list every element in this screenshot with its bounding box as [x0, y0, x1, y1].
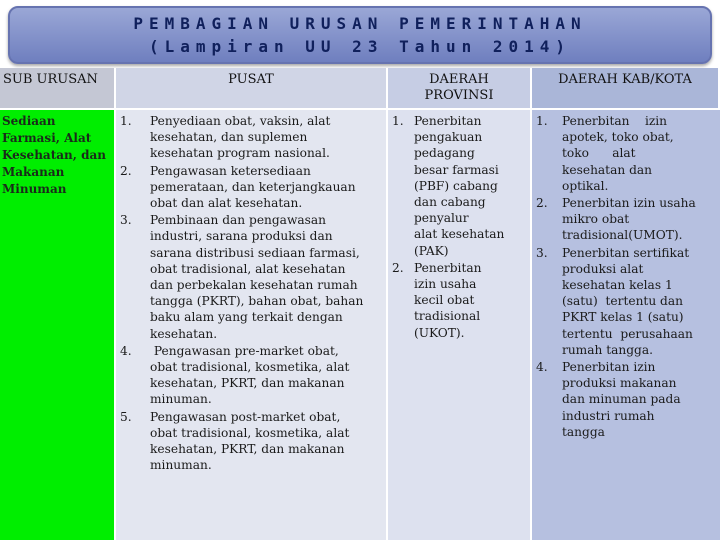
- list-item-line: obat tradisional, kosmetika, alat: [150, 425, 350, 440]
- list-item-line: industri rumah: [562, 408, 655, 423]
- list-item-line: dan perbekalan kesehatan rumah: [150, 278, 358, 293]
- list-item-line: (PBF) cabang: [414, 178, 498, 193]
- list-item-line: tangga: [562, 424, 605, 439]
- list-item: [120, 212, 382, 342]
- provinsi-cell: [388, 110, 532, 540]
- list-item-line: minuman.: [150, 458, 212, 473]
- list-item-line: (satu) tertentu dan: [562, 294, 683, 309]
- list-item-line: pemerataan, dan keterjangkauan: [150, 179, 356, 194]
- list-item: [536, 195, 716, 244]
- pusat-cell: [116, 110, 388, 540]
- list-item: [392, 260, 526, 341]
- list-item-line: sarana distribusi sediaan farmasi,: [150, 245, 360, 260]
- list-item-line: kesehatan dan: [562, 162, 652, 177]
- list-item-line: (UKOT).: [414, 325, 465, 340]
- list-item-number: 2.: [392, 260, 404, 275]
- list-item-line: tradisional(UMOT).: [562, 228, 683, 243]
- list-item: [536, 245, 716, 358]
- pusat-list: [120, 113, 382, 473]
- list-item: [536, 359, 716, 440]
- list-item-line: besar farmasi: [414, 162, 499, 177]
- sub-urusan-cell: [0, 110, 116, 540]
- header-sub-urusan: SUB URUSAN: [0, 68, 116, 110]
- list-item-line: Pembinaan dan pengawasan: [150, 213, 327, 228]
- list-item: [120, 409, 382, 474]
- list-item-number: 4.: [120, 343, 132, 358]
- list-item-number: 1.: [536, 114, 548, 128]
- list-item-line: apotek, toko obat,: [562, 130, 674, 145]
- sub-urusan-line: Minuman: [2, 182, 67, 196]
- list-item-line: produksi makanan: [562, 376, 677, 391]
- list-item-line: Penerbitan: [414, 260, 482, 275]
- list-item: [392, 113, 526, 259]
- list-item-line: industri, sarana produksi dan: [150, 229, 333, 244]
- list-item-line: produksi alat: [562, 261, 644, 276]
- list-item-line: penyalur: [414, 211, 469, 226]
- sub-urusan-line: Farmasi, Alat: [2, 131, 92, 145]
- list-item-line: kesehatan.: [150, 326, 218, 341]
- list-item-number: 3.: [536, 245, 548, 260]
- list-item-line: pedagang: [414, 146, 475, 161]
- list-item-line: alat kesehatan: [414, 227, 505, 242]
- list-item-line: mikro obat: [562, 212, 630, 227]
- list-item-line: obat tradisional, alat kesehatan: [150, 261, 346, 276]
- list-item-line: Pengawasan ketersediaan: [150, 163, 311, 178]
- header-provinsi: [388, 68, 532, 110]
- page-title: PEMBAGIAN URUSAN PEMERINTAHAN: [133, 14, 587, 33]
- page-subtitle: (Lampiran UU 23 Tahun 2014): [148, 37, 572, 56]
- list-item-number: 2.: [536, 196, 548, 211]
- list-item-number: 3.: [120, 213, 132, 228]
- list-item-line: (PAK): [414, 243, 449, 258]
- list-item-line: kecil obat: [414, 293, 475, 308]
- provinsi-list: [392, 113, 526, 341]
- list-item-line: pengakuan: [414, 130, 483, 145]
- list-item-line: Penerbitan izin: [562, 360, 656, 375]
- sub-urusan-line: Sediaan: [2, 114, 56, 128]
- list-item-line: kesehatan, dan suplemen: [150, 130, 308, 145]
- list-item: [120, 113, 382, 162]
- list-item: [120, 343, 382, 408]
- list-item-line: Penerbitan izin: [562, 114, 668, 128]
- list-item-number: 2.: [120, 163, 132, 178]
- urusan-table: [0, 68, 720, 540]
- sub-urusan-line: Makanan: [2, 165, 65, 179]
- list-item-line: Penerbitan izin usaha: [562, 196, 696, 211]
- sub-urusan-line: Kesehatan, dan: [2, 148, 106, 162]
- list-item-line: dan cabang: [414, 195, 486, 210]
- list-item-line: Penyediaan obat, vaksin, alat: [150, 114, 331, 128]
- list-item-line: Penerbitan sertifikat: [562, 245, 690, 260]
- header-kabkota: DAERAH KAB/KOTA: [532, 68, 720, 110]
- list-item-line: baku alam yang terkait dengan: [150, 310, 343, 325]
- header-provinsi-line2: PROVINSI: [424, 88, 494, 103]
- list-item-line: toko alat: [562, 146, 636, 161]
- list-item-line: Pengawasan post-market obat,: [150, 409, 341, 424]
- header-pusat: PUSAT: [116, 68, 388, 110]
- list-item-line: minuman.: [150, 392, 212, 407]
- list-item-number: 1.: [120, 114, 132, 128]
- list-item: [536, 113, 716, 194]
- kabkota-list: [536, 113, 716, 440]
- list-item-line: kesehatan, PKRT, dan makanan: [150, 376, 345, 391]
- list-item-line: optikal.: [562, 178, 609, 193]
- list-item-line: Penerbitan: [414, 114, 482, 128]
- list-item-line: izin usaha: [414, 277, 477, 292]
- kabkota-cell: [532, 110, 720, 540]
- list-item-number: 4.: [536, 360, 548, 375]
- list-item-line: dan minuman pada: [562, 392, 681, 407]
- list-item-line: kesehatan kelas 1: [562, 278, 673, 293]
- header-provinsi-line1: DAERAH: [429, 72, 489, 87]
- list-item-line: obat tradisional, kosmetika, alat: [150, 360, 350, 375]
- list-item-line: tertentu perusahaan: [562, 326, 693, 341]
- list-item-line: kesehatan program nasional.: [150, 146, 330, 161]
- list-item-number: 5.: [120, 409, 132, 424]
- list-item-line: tradisional: [414, 309, 481, 324]
- list-item-line: rumah tangga.: [562, 342, 653, 357]
- list-item-line: Pengawasan pre-market obat,: [150, 343, 339, 358]
- list-item-line: tangga (PKRT), bahan obat, bahan: [150, 294, 364, 309]
- list-item-line: PKRT kelas 1 (satu): [562, 310, 684, 325]
- list-item: [120, 163, 382, 212]
- list-item-line: kesehatan, PKRT, dan makanan: [150, 442, 345, 457]
- title-banner: [8, 6, 712, 64]
- list-item-number: 1.: [392, 114, 404, 128]
- list-item-line: obat dan alat kesehatan.: [150, 196, 303, 211]
